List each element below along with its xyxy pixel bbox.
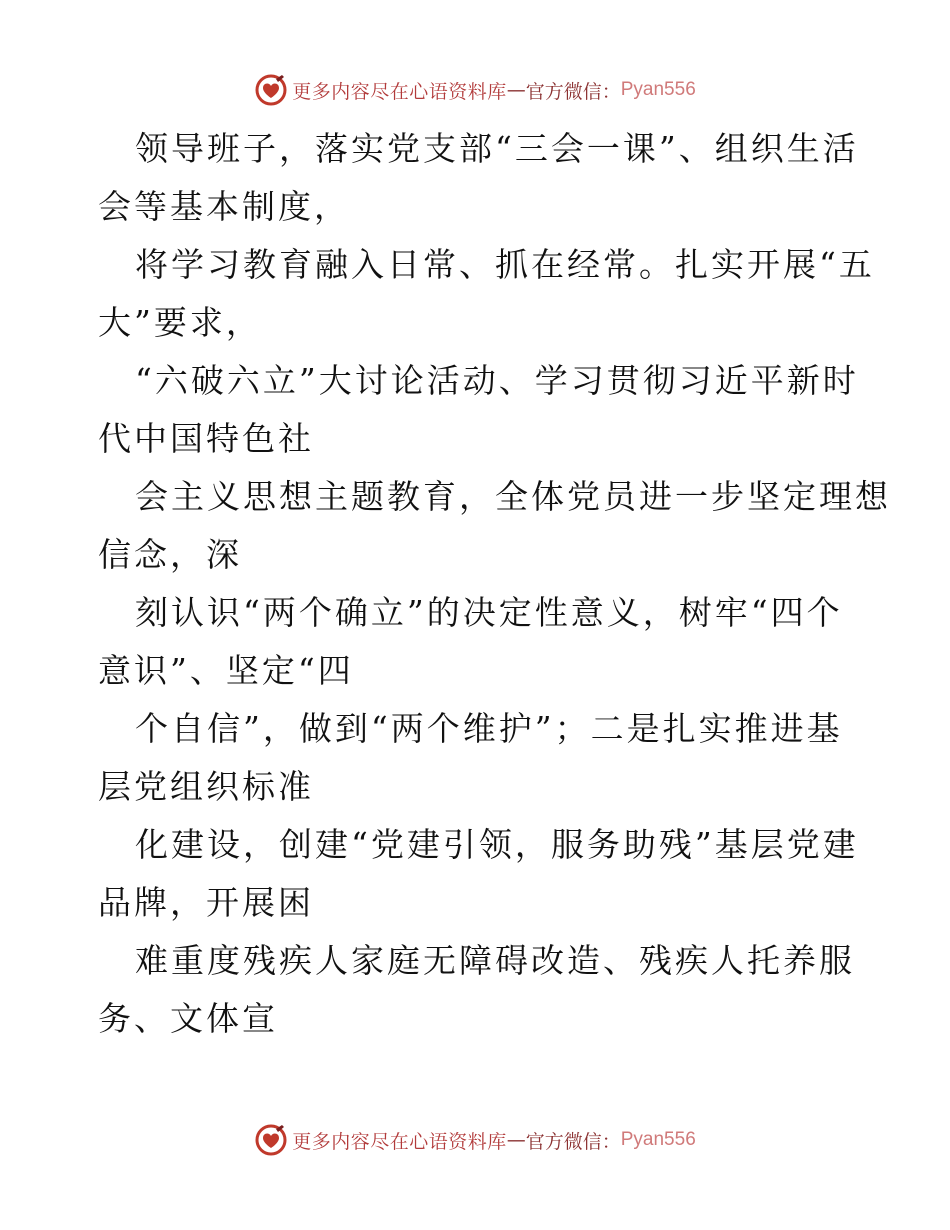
- body-line: 代中国特色社: [98, 419, 314, 458]
- footer-brand-text: 更多内容尽在心语资料库: [292, 1130, 507, 1153]
- header-separator: —: [506, 79, 526, 101]
- header-wechat-label: 官方微信：: [525, 80, 621, 103]
- body-line: 意识”、坚定“四: [98, 651, 354, 690]
- body-line: 会主义思想主题教育，全体党员进一步坚定理想: [135, 477, 891, 516]
- footer-wechat-id: Pyan556: [620, 1129, 696, 1150]
- heart-pen-logo-icon: [254, 73, 288, 107]
- body-line: 层党组织标准: [98, 767, 314, 806]
- header-wechat-id: Pyan556: [620, 79, 696, 100]
- footer-banner: [0, 1120, 950, 1160]
- header-banner: [0, 70, 950, 110]
- body-line: 领导班子，落实党支部“三会一课”、组织生活: [135, 129, 859, 168]
- footer-separator: —: [506, 1129, 526, 1151]
- body-line: 信念，深: [98, 535, 242, 574]
- body-line: 务、文体宣: [98, 999, 278, 1038]
- body-line: “六破六立”大讨论活动、学习贯彻习近平新时: [135, 361, 859, 400]
- body-line: 化建设，创建“党建引领，服务助残”基层党建: [135, 825, 859, 864]
- body-line: 大”要求，: [98, 303, 262, 342]
- document-body: [98, 120, 891, 1048]
- body-line: 会等基本制度，: [98, 187, 350, 226]
- body-line: 刻认识“两个确立”的决定性意义，树牢“四个: [135, 593, 843, 632]
- body-line: 难重度残疾人家庭无障碍改造、残疾人托养服: [135, 941, 855, 980]
- body-line: 个自信”，做到“两个维护”；二是扎实推进基: [135, 709, 843, 748]
- footer-wechat-label: 官方微信：: [525, 1130, 621, 1153]
- body-line: 将学习教育融入日常、抓在经常。扎实开展“五: [135, 245, 875, 284]
- header-brand-text: 更多内容尽在心语资料库: [292, 80, 507, 103]
- body-line: 品牌，开展困: [98, 883, 314, 922]
- heart-pen-logo-icon: [254, 1123, 288, 1157]
